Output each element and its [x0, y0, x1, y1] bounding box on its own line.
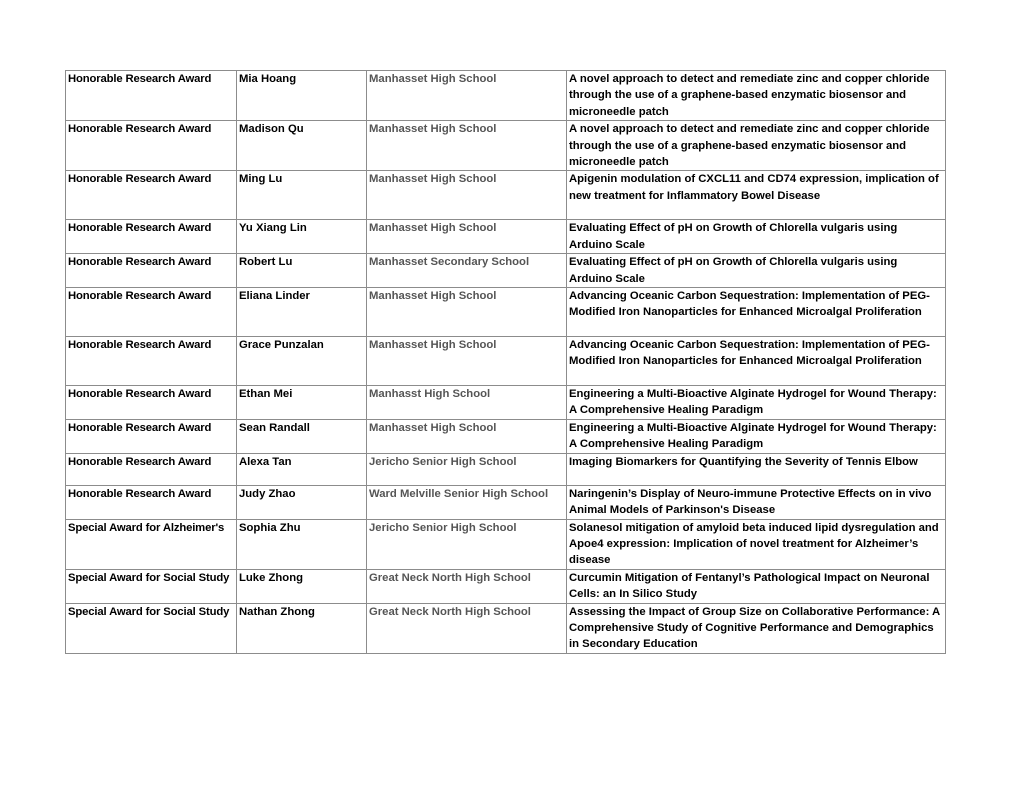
school-cell: Ward Melville Senior High School: [367, 485, 567, 519]
award-cell: Special Award for Alzheimer's: [66, 519, 237, 569]
award-cell: Honorable Research Award: [66, 254, 237, 288]
award-cell: Honorable Research Award: [66, 337, 237, 386]
project-title-cell: A novel approach to detect and remediate zinc and copper chloride through the use of a graphene-based enzymatic biosensor and microneedle patch: [567, 121, 946, 171]
table-row: [66, 569, 946, 603]
award-cell: Special Award for Social Study: [66, 603, 237, 653]
school-cell: Great Neck North High School: [367, 569, 567, 603]
school-cell: Manhasset High School: [367, 71, 567, 121]
student-name-cell: Sean Randall: [237, 419, 367, 453]
project-title-cell: Assessing the Impact of Group Size on Collaborative Performance: A Comprehensive Study of Cognitive Performance and Demographics in Secondary Education: [567, 603, 946, 653]
award-cell: Honorable Research Award: [66, 121, 237, 171]
student-name-cell: Eliana Linder: [237, 288, 367, 337]
school-cell: Jericho Senior High School: [367, 519, 567, 569]
project-title-cell: Naringenin’s Display of Neuro-immune Protective Effects on in vivo Animal Models of Parkinson's Disease: [567, 485, 946, 519]
table-row: [66, 337, 946, 386]
school-cell: Great Neck North High School: [367, 603, 567, 653]
student-name-cell: Ming Lu: [237, 171, 367, 220]
student-name-cell: Nathan Zhong: [237, 603, 367, 653]
school-cell: Manhasset High School: [367, 419, 567, 453]
table-row: [66, 485, 946, 519]
award-cell: Honorable Research Award: [66, 453, 237, 485]
project-title-cell: Engineering a Multi-Bioactive Alginate Hydrogel for Wound Therapy: A Comprehensive Healing Paradigm: [567, 386, 946, 420]
table-row: [66, 121, 946, 171]
project-title-cell: Advancing Oceanic Carbon Sequestration: Implementation of PEG-Modified Iron Nanoparticles for Enhanced Microalgal Proliferation: [567, 337, 946, 386]
project-title-cell: Curcumin Mitigation of Fentanyl’s Pathological Impact on Neuronal Cells: an In Silico Study: [567, 569, 946, 603]
table-row: [66, 288, 946, 337]
school-cell: Manhasset High School: [367, 220, 567, 254]
table-row: [66, 171, 946, 220]
project-title-cell: A novel approach to detect and remediate zinc and copper chloride through the use of a graphene-based enzymatic biosensor and microneedle patch: [567, 71, 946, 121]
project-title-cell: Engineering a Multi-Bioactive Alginate Hydrogel for Wound Therapy: A Comprehensive Healing Paradigm: [567, 419, 946, 453]
table-row: [66, 220, 946, 254]
project-title-cell: Apigenin modulation of CXCL11 and CD74 expression, implication of new treatment for Inflammatory Bowel Disease: [567, 171, 946, 220]
school-cell: Manhasset High School: [367, 337, 567, 386]
school-cell: Manhasset High School: [367, 171, 567, 220]
table-row: [66, 519, 946, 569]
student-name-cell: Alexa Tan: [237, 453, 367, 485]
student-name-cell: Madison Qu: [237, 121, 367, 171]
award-cell: Honorable Research Award: [66, 485, 237, 519]
school-cell: Jericho Senior High School: [367, 453, 567, 485]
award-cell: Honorable Research Award: [66, 386, 237, 420]
student-name-cell: Mia Hoang: [237, 71, 367, 121]
student-name-cell: Sophia Zhu: [237, 519, 367, 569]
table-row: [66, 603, 946, 653]
table-row: [66, 386, 946, 420]
student-name-cell: Robert Lu: [237, 254, 367, 288]
student-name-cell: Grace Punzalan: [237, 337, 367, 386]
table-row: [66, 71, 946, 121]
school-cell: Manhasst High School: [367, 386, 567, 420]
table-row: [66, 254, 946, 288]
award-cell: Special Award for Social Study: [66, 569, 237, 603]
student-name-cell: Yu Xiang Lin: [237, 220, 367, 254]
table-row: [66, 453, 946, 485]
award-cell: Honorable Research Award: [66, 171, 237, 220]
project-title-cell: Solanesol mitigation of amyloid beta induced lipid dysregulation and Apoe4 expression: Implication of novel treatment for Alzheimer’s disease: [567, 519, 946, 569]
award-cell: Honorable Research Award: [66, 419, 237, 453]
award-cell: Honorable Research Award: [66, 288, 237, 337]
project-title-cell: Evaluating Effect of pH on Growth of Chlorella vulgaris using Arduino Scale: [567, 254, 946, 288]
school-cell: Manhasset Secondary School: [367, 254, 567, 288]
project-title-cell: Advancing Oceanic Carbon Sequestration: Implementation of PEG-Modified Iron Nanoparticles for Enhanced Microalgal Proliferation: [567, 288, 946, 337]
school-cell: Manhasset High School: [367, 121, 567, 171]
project-title-cell: Evaluating Effect of pH on Growth of Chlorella vulgaris using Arduino Scale: [567, 220, 946, 254]
award-cell: Honorable Research Award: [66, 71, 237, 121]
award-cell: Honorable Research Award: [66, 220, 237, 254]
school-cell: Manhasset High School: [367, 288, 567, 337]
project-title-cell: Imaging Biomarkers for Quantifying the Severity of Tennis Elbow: [567, 453, 946, 485]
student-name-cell: Ethan Mei: [237, 386, 367, 420]
awards-table: [65, 70, 946, 654]
table-row: [66, 419, 946, 453]
student-name-cell: Luke Zhong: [237, 569, 367, 603]
student-name-cell: Judy Zhao: [237, 485, 367, 519]
